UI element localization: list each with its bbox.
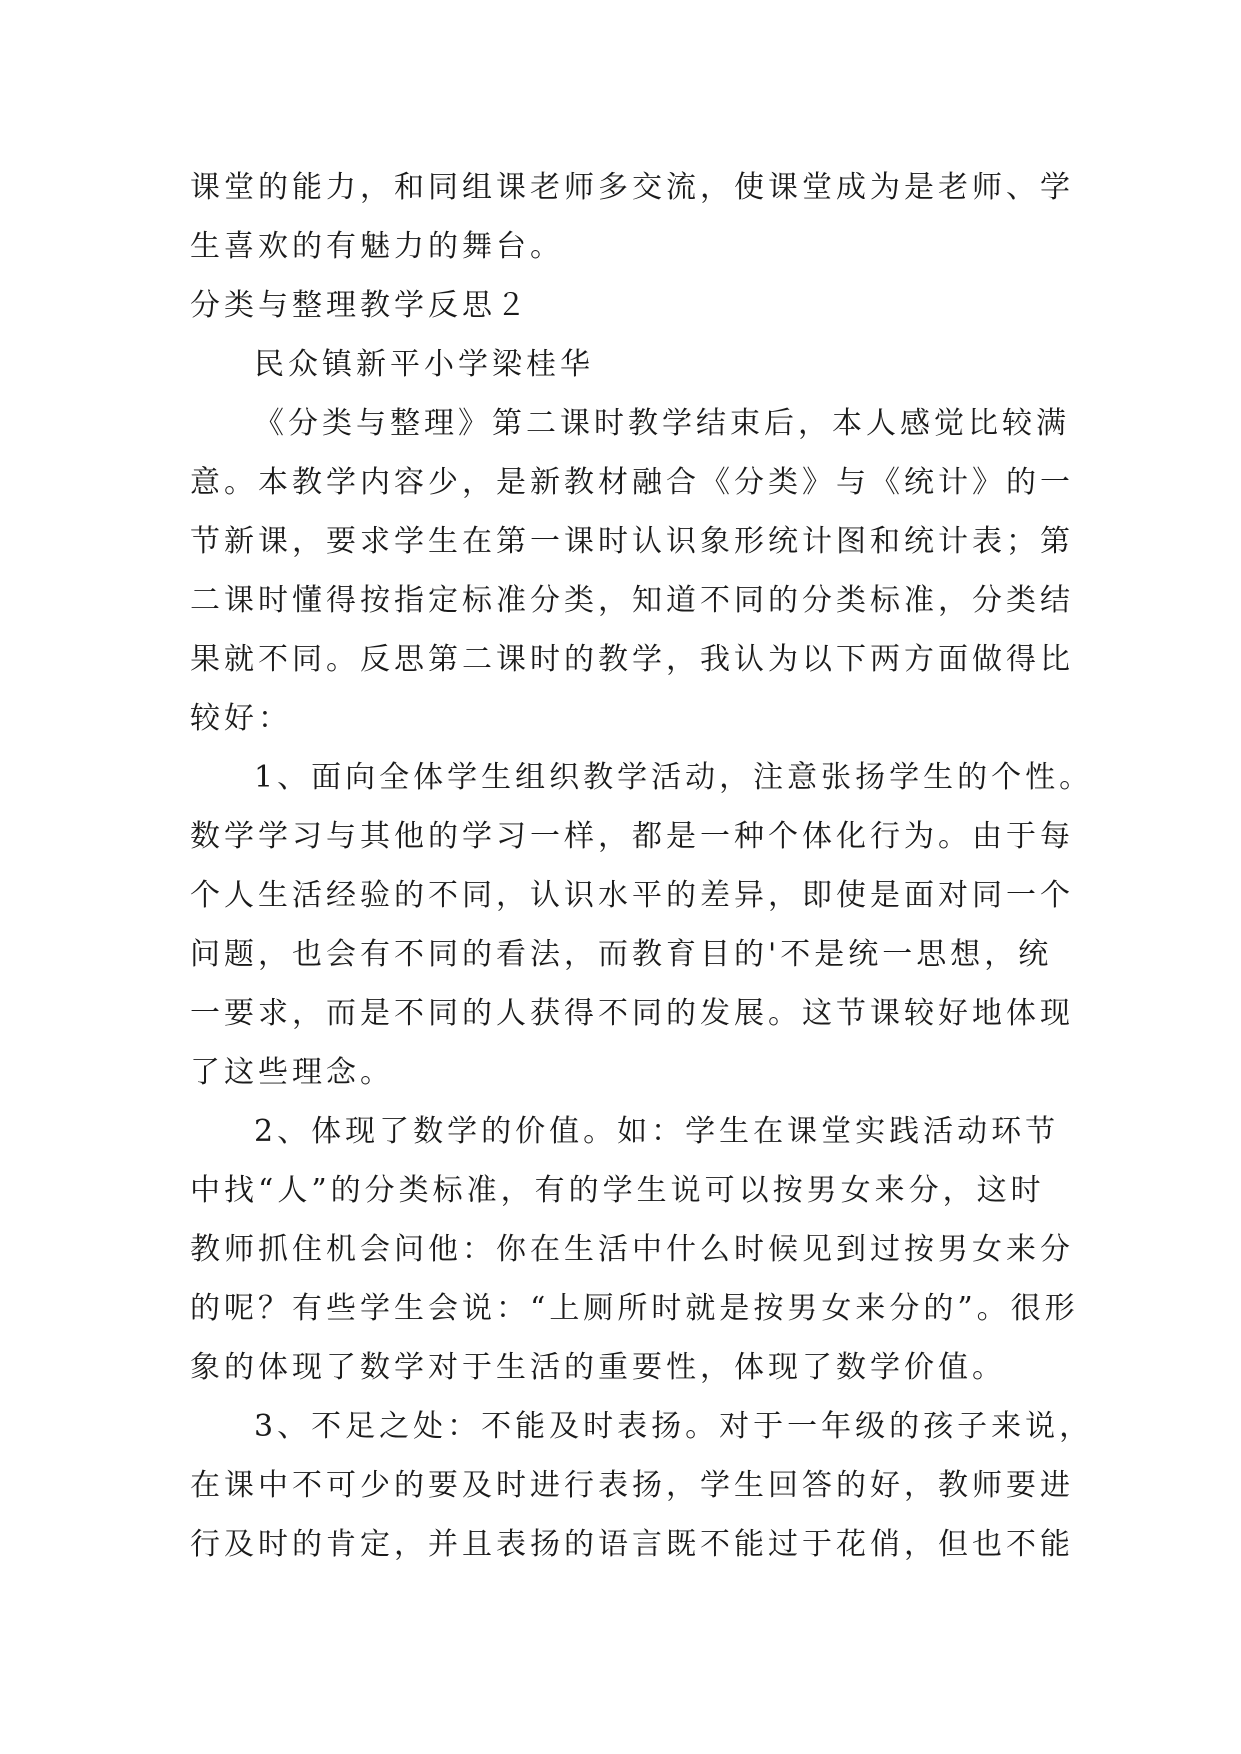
- paragraph-point-2-continued: [190, 1161, 1079, 1397]
- text-line: 一要求，而是不同的人获得不同的发展。这节课较好地体现: [190, 996, 1074, 1031]
- paragraph-continuation: [190, 158, 1074, 276]
- text-line: 数学学习与其他的学习一样，都是一种个体化行为。由于每: [190, 819, 1074, 854]
- text-line: 了这些理念。: [190, 1055, 394, 1090]
- text-line: 生喜欢的有魅力的舞台。: [190, 229, 564, 264]
- text-line: 意。本教学内容少，是新教材融合《分类》与《统计》的一: [190, 465, 1074, 500]
- paragraph-intro-continued: [190, 453, 1074, 748]
- text-line: 果就不同。反思第二课时的教学，我认为以下两方面做得比: [190, 642, 1074, 677]
- text-line: 个人生活经验的不同，认识水平的差异，即使是面对同一个: [190, 878, 1074, 913]
- text-line: 问题，也会有不同的看法，而教育目的'不是统一思想，统: [190, 937, 1053, 972]
- text-line: 的呢？有些学生会说：“上厕所时就是按男女来分的”。很形: [190, 1291, 1079, 1326]
- section-title: [190, 276, 1070, 335]
- text-line: 较好：: [190, 701, 292, 736]
- author-line: [190, 335, 1070, 394]
- paragraph-point-3: [190, 1397, 1094, 1456]
- section-title-text: 分类与整理教学反思２: [190, 288, 530, 323]
- text-line: 教师抓住机会问他：你在生活中什么时候见到过按男女来分: [190, 1232, 1074, 1267]
- text-line: 中找“人”的分类标准，有的学生说可以按男女来分，这时: [190, 1173, 1045, 1208]
- paragraph-intro: [190, 394, 1070, 453]
- author-text: 民众镇新平小学梁桂华: [254, 347, 594, 382]
- text-line: 课堂的能力，和同组课老师多交流，使课堂成为是老师、学: [190, 170, 1074, 205]
- text-line: 在课中不可少的要及时进行表扬，学生回答的好，教师要进: [190, 1468, 1074, 1503]
- text-line: 二课时懂得按指定标准分类，知道不同的分类标准，分类结: [190, 583, 1074, 618]
- paragraph-point-3-continued: [190, 1456, 1074, 1574]
- text-line: 《分类与整理》第二课时教学结束后，本人感觉比较满: [254, 406, 1070, 441]
- paragraph-point-1: [190, 748, 1094, 807]
- text-line: 节新课，要求学生在第一课时认识象形统计图和统计表；第: [190, 524, 1074, 559]
- text-line: 1、面向全体学生组织教学活动，注意张扬学生的个性。: [254, 760, 1094, 795]
- document-body: [190, 158, 1094, 1574]
- text-line: 2、体现了数学的价值。如：学生在课堂实践活动环节: [254, 1114, 1060, 1149]
- text-line: 行及时的肯定，并且表扬的语言既不能过于花俏，但也不能: [190, 1527, 1074, 1562]
- paragraph-point-1-continued: [190, 807, 1074, 1102]
- text-line: 3、不足之处：不能及时表扬。对于一年级的孩子来说，: [254, 1409, 1094, 1444]
- text-line: 象的体现了数学对于生活的重要性，体现了数学价值。: [190, 1350, 1006, 1385]
- paragraph-point-2: [190, 1102, 1070, 1161]
